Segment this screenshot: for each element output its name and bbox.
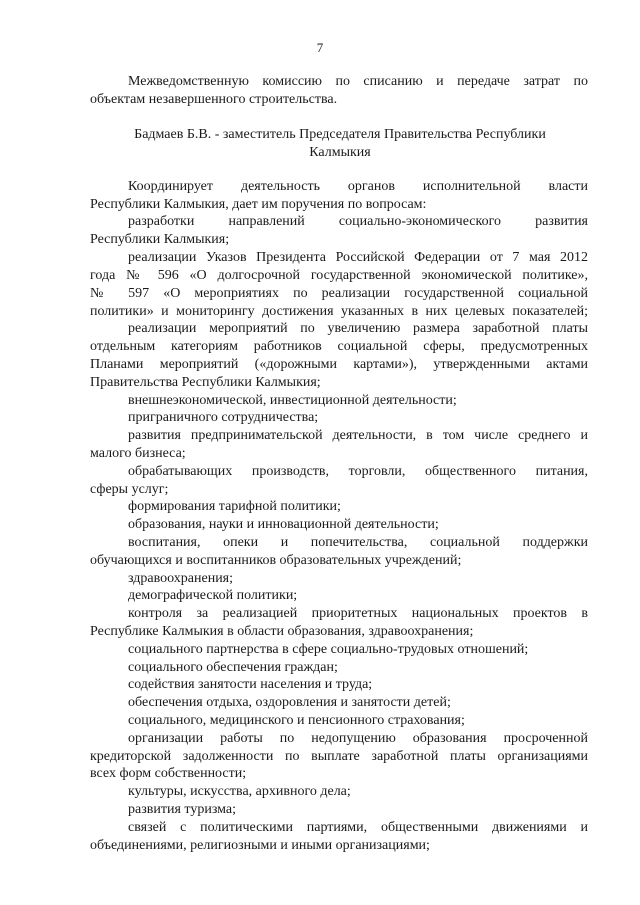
- body-line: разработки направлений социально-экономического развития: [128, 214, 588, 229]
- body-line: здравоохранения;: [128, 571, 234, 586]
- page-number: 7: [316, 40, 324, 55]
- body-line: культуры, искусства, архивного дела;: [128, 784, 351, 799]
- body-line: Координирует деятельность органов исполнительной власти: [128, 179, 588, 194]
- paragraph-line: объектам незавершенного строительства.: [90, 92, 338, 107]
- body-line: реализации Указов Президента Российской Федерации от 7 мая 2012: [128, 250, 588, 265]
- body-line: обучающихся и воспитанников образовательных учреждений;: [90, 553, 462, 568]
- body-line: развития туризма;: [128, 802, 237, 817]
- body-line: организации работы по недопущению образования просроченной: [128, 731, 588, 746]
- body-line: малого бизнеса;: [90, 446, 186, 461]
- body-line: социального, медицинского и пенсионного страхования;: [128, 713, 465, 728]
- body-line: сферы услуг;: [90, 482, 169, 497]
- body-line: демографической политики;: [128, 588, 298, 603]
- heading-line: Бадмаев Б.В. - заместитель Председателя Правительства Республики: [134, 127, 546, 142]
- body-line: отдельным категориям работников социальной сферы, предусмотренных: [90, 339, 588, 354]
- body-line: социального партнерства в сфере социально-трудовых отношений;: [128, 642, 529, 657]
- body-line: Республики Калмыкия;: [90, 232, 230, 247]
- body-line: всех форм собственности;: [90, 766, 247, 781]
- body-line: развития предпринимательской деятельности, в том числе среднего и: [128, 428, 588, 443]
- body-line: Республики Калмыкия, дает им поручения по вопросам:: [90, 197, 427, 212]
- body-line: связей с политическими партиями, общественными движениями и: [128, 820, 588, 835]
- body-line: обрабатывающих производств, торговли, общественного питания,: [128, 464, 588, 479]
- body-line: формирования тарифной политики;: [128, 499, 341, 514]
- heading-line: Калмыкия: [309, 145, 371, 160]
- body-line: политики» и мониторингу достижения указанных в них целевых показателей;: [90, 304, 588, 319]
- body-line: года № 596 «О долгосрочной государственной экономической политике»,: [90, 268, 588, 283]
- body-line: Правительства Республики Калмыкия;: [90, 375, 321, 390]
- body-line: обеспечения отдыха, оздоровления и занятости детей;: [128, 695, 451, 710]
- body-line: Планами мероприятий («дорожными картами»), утвержденными актами: [90, 357, 588, 372]
- body-line: воспитания, опеки и попечительства, социальной поддержки: [128, 535, 588, 550]
- body-line: контроля за реализацией приоритетных национальных проектов в: [128, 606, 588, 621]
- body-line: Республике Калмыкия в области образования, здравоохранения;: [90, 624, 474, 639]
- body-line: приграничного сотрудничества;: [128, 410, 319, 425]
- body-line: реализации мероприятий по увеличению размера заработной платы: [128, 321, 588, 336]
- body-line: внешнеэкономической, инвестиционной деятельности;: [128, 393, 457, 408]
- body-line: № 597 «О мероприятиях по реализации государственной социальной: [90, 286, 588, 301]
- body-line: образования, науки и инновационной деятельности;: [128, 517, 439, 532]
- body-line: кредиторской задолженности по выплате заработной платы организациями: [90, 749, 588, 764]
- body-line: содействия занятости населения и труда;: [128, 677, 373, 692]
- body-line: социального обеспечения граждан;: [128, 660, 338, 675]
- body-line: объединениями, религиозными и иными организациями;: [90, 838, 430, 853]
- paragraph-line: Межведомственную комиссию по списанию и передаче затрат по: [128, 74, 588, 89]
